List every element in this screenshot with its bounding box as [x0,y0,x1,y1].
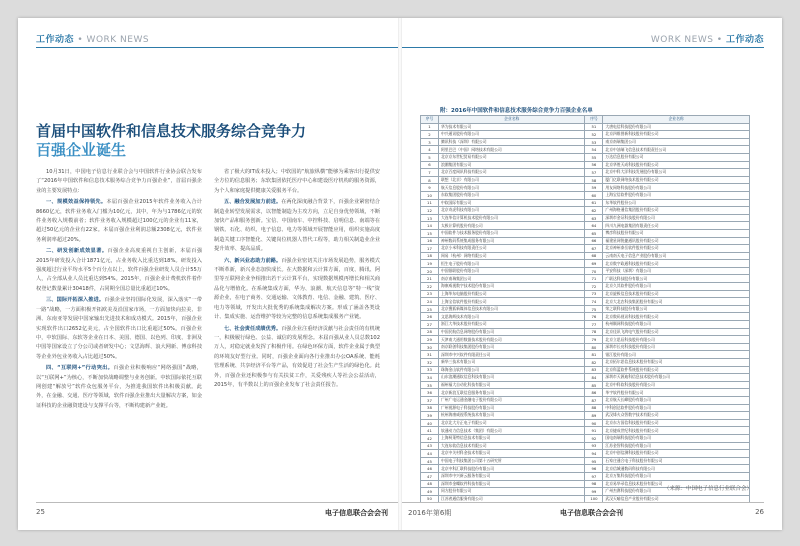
company-cell: 上海宝信软件股份有限公司 [438,298,585,306]
rank-cell: 12 [421,207,439,215]
rank-cell: 70 [585,267,603,275]
rank-cell: 53 [585,138,603,146]
article-column-1 [36,168,202,413]
rank-cell: 96 [585,465,603,473]
table-row [421,161,750,169]
table-row [421,184,750,192]
company-cell: 大连华信计算机技术股份有限公司 [438,214,585,222]
company-cell: 南京南瑞集团公司 [603,138,750,146]
table-row [421,450,750,458]
rank-cell: 56 [585,161,603,169]
table-row [421,419,750,427]
rank-cell: 30 [421,343,439,351]
company-cell: 阿里巴巴（中国）网络技术有限公司 [438,146,585,154]
table-row [421,465,750,473]
company-cell: 大唐电信科技股份有限公司 [603,123,750,131]
rank-cell: 50 [421,495,439,503]
company-cell: 北京东方国信科技股份有限公司 [603,419,750,427]
rank-cell: 62 [585,207,603,215]
company-cell: 北京神州泰岳软件股份有限公司 [603,245,750,253]
rank-cell: 57 [585,169,603,177]
rank-cell: 68 [585,252,603,260]
rank-cell: 41 [421,427,439,435]
rank-cell: 48 [421,480,439,488]
rank-cell: 28 [421,328,439,336]
rank-cell: 15 [421,229,439,237]
rank-cell: 63 [585,214,603,222]
rank-cell: 3 [421,138,439,146]
rank-cell: 88 [585,404,603,412]
rank-cell: 4 [421,146,439,154]
header-rule [402,47,764,48]
company-cell: 中软国际有限公司 [438,199,585,207]
rank-cell: 39 [421,412,439,420]
rank-cell: 75 [585,305,603,313]
rank-cell: 72 [585,283,603,291]
table-row [421,396,750,404]
company-cell: 北京中科软科技股份有限公司 [603,381,750,389]
article-title-line2: 百强企业诞生 [36,141,127,159]
header-section-en: WORK NEWS • [650,35,723,45]
company-cell: 博彦科技股份有限公司 [603,229,750,237]
company-cell: 北京旋极信息技术股份有限公司 [603,290,750,298]
rank-cell: 6 [421,161,439,169]
rank-cell: 78 [585,328,603,336]
article-title-line1: 首届中国软件和信息技术服务综合竞争力 [36,122,307,140]
company-cell: 北京京东世纪贸易有限公司 [438,153,585,161]
table-row [421,138,750,146]
table-row [421,176,750,184]
rank-cell: 29 [421,336,439,344]
rank-cell: 71 [585,275,603,283]
table-row [421,412,750,420]
rank-cell: 83 [585,366,603,374]
footer-page-number: 26 [755,508,764,516]
company-cell: 同方股份有限公司 [438,488,585,496]
rank-cell: 45 [421,457,439,465]
rank-cell: 81 [585,351,603,359]
table-row [421,169,750,177]
company-cell: 天津南大通用数据技术股份有限公司 [438,336,585,344]
rank-cell: 32 [421,359,439,367]
company-cell: 武汉天喻信息产业股份有限公司 [603,495,750,503]
rank-cell: 36 [421,389,439,397]
company-cell: 北京航天长峰股份有限公司 [603,396,750,404]
rank-cell: 18 [421,252,439,260]
table-row [421,199,750,207]
table-row [421,245,750,253]
rank-cell: 84 [585,374,603,382]
company-cell: 航天信息股份有限公司 [438,184,585,192]
rank-cell: 67 [585,245,603,253]
company-cell: 北京新浪互联信息服务有限公司 [438,389,585,397]
rank-cell: 40 [421,419,439,427]
rank-cell: 54 [585,146,603,154]
rank-cell: 42 [421,434,439,442]
company-cell: 网易（杭州）网络有限公司 [438,252,585,260]
rank-cell: 87 [585,396,603,404]
rank-cell: 94 [585,450,603,458]
rank-cell: 11 [421,199,439,207]
article-paragraph: 10月31日，中国电子信息行业联合会与中国软件行业协会联合发布了“2016年中国软件和信息技术服务综合竞争力百强企业”，首届百强企业的主要发展特点： [36,169,202,194]
rank-cell: 44 [421,450,439,458]
article-paragraph: 二、研发创新成效显著。百强企业高度重视自主创新，本届百强2015年研发投入合计1871亿元，占业务收入比重达到18%。研发投入强度超过行业平均水平5个百分点以上，软件百强企业研发人员合计55万人，占全部从业人员比重达到54%。2015年，百强企业计费机软件着作权登记数量累计30418件，占同期全国总量比重超过10%。 [36,248,202,292]
company-cell: 浙江大华技术股份有限公司 [438,321,585,329]
company-cell: 腾讯科技（深圳）有限公司 [438,138,585,146]
company-cell: 四川九洲电器集团有限责任公司 [603,222,750,230]
company-cell: 华宇软件股份有限公司 [603,389,750,397]
table-row [421,351,750,359]
company-cell: 北京久其软件股份有限公司 [603,283,750,291]
table-row [421,267,750,275]
company-cell: 上海华东电脑股份有限公司 [438,290,585,298]
table-row [421,305,750,313]
left-header [36,32,149,45]
table-row [421,260,750,268]
table-row [421,229,750,237]
rank-cell: 7 [421,169,439,177]
table-row [421,153,750,161]
table-row [421,328,750,336]
table-row [421,214,750,222]
footer-journal-name: 电子信息联合会会刊 [560,509,623,517]
rank-cell: 35 [421,381,439,389]
column-header: 序号 [421,116,439,124]
company-cell: 福建星网锐捷通讯股份有限公司 [603,237,750,245]
rank-cell: 21 [421,275,439,283]
footer-journal-name: 电子信息联合会会刊 [325,509,388,517]
table-row [421,442,750,450]
company-cell: 联想（北京）有限公司 [438,176,585,184]
company-cell: 北京中关村科金技术有限公司 [438,450,585,458]
table-row [421,131,750,139]
company-cell: 福州福大自动化科技有限公司 [438,381,585,389]
rank-cell: 31 [421,351,439,359]
table-row [421,298,750,306]
company-cell: 北京中创信测科技股份有限公司 [603,450,750,458]
header-rule [36,47,400,48]
article-paragraph: 三、国际开拓深入推进。百强企业坚持国际化发展，深入落实“一带一路”战略，一方面积极开拓欧美及沿国家市场，一方面加快向拉美、非洲、东南亚等发展中国家输出先进技术和成功模式。2015年，百强企业实现软件出口2652亿美元，占全国软件出口比重超过50%。百强企业中，中软国际、东软等企业在日本、美国、德国、以色列、印度、非洲及中国等国家设立了分公司或者研发中心；文思海辉、浪大网新、博彦科技等企业外包业务收入占比超过50%。 [36,297,203,360]
rank-cell: 24 [421,298,439,306]
rank-cell: 2 [421,131,439,139]
company-cell: 广州海格通信集团股份有限公司 [603,207,750,215]
rank-cell: 74 [585,298,603,306]
table-row [421,146,750,154]
right-header [651,32,764,45]
rank-cell: 10 [421,191,439,199]
company-cell: 银江股份有限公司 [603,351,750,359]
company-ranking-table [420,115,750,503]
company-cell: 北京小米科技有限责任公司 [438,245,585,253]
rank-cell: 14 [421,222,439,230]
rank-cell: 73 [585,290,603,298]
company-cell: 北京易华录信息技术股份有限公司 [603,480,750,488]
company-cell: 南京联创科技集团股份有限公司 [438,343,585,351]
table-row [421,222,750,230]
rank-cell: 77 [585,321,603,329]
rank-cell: 37 [421,396,439,404]
company-cell: 石家庄通合电子科技股份有限公司 [603,457,750,465]
article-paragraph: 一、规模效益保持领先。本届百强企业2015年软件业务收入合计8660亿元，软件业务收入门槛为10亿元，其中，年为与1786亿元的软件业务收入规模前者；软件业务收入规模超过100亿元的企业有11家，超过50亿元的企业有22家。本届百强企业利润总额2308亿元，软件业务利润率超过20%。 [36,199,202,243]
footer-rule [36,502,400,503]
company-cell: 北京搜狐新媒体信息技术有限公司 [438,305,585,313]
company-cell: 太极计算机股份有限公司 [438,222,585,230]
company-cell: 深圳市金蝶软件科技有限公司 [438,480,585,488]
rank-cell: 46 [421,465,439,473]
rank-cell: 20 [421,267,439,275]
rank-cell: 43 [421,442,439,450]
rank-cell: 34 [421,374,439,382]
company-cell: 云南南天电子信息产业股份有限公司 [603,252,750,260]
right-page [400,18,782,530]
table-caption: 附：2016年中国软件和信息技术服务综合竞争力百强企业名单 [440,108,593,114]
company-cell: 北京华胜天成科技股份有限公司 [603,161,750,169]
company-cell: 北京北大方正电子有限公司 [438,419,585,427]
company-cell: 广州广电运通金融电子股份有限公司 [438,396,585,404]
company-cell: 北京大北农科技集团股份有限公司 [603,298,750,306]
table-row [421,457,750,465]
company-cell: 北京中科汇联科技股份有限公司 [438,465,585,473]
column-header: 企业名称 [438,116,585,124]
company-cell: 荣之联科技股份有限公司 [603,305,750,313]
rank-cell: 9 [421,184,439,192]
company-cell: 江苏金智科技股份有限公司 [603,442,750,450]
table-row [421,321,750,329]
rank-cell: 86 [585,389,603,397]
table-row [421,472,750,480]
table-body [421,123,750,503]
footer-issue: 2016年第6期 [408,509,452,517]
table-row [421,336,750,344]
rank-cell: 95 [585,457,603,465]
article-paragraph: 省了极大的IT成本投入；中软国的“航旅纵横”能够为乘客出行提供安全方位的信息服务；东软集团依托医疗中心和建设医疗机构的服务资源，为个人和家庭提供健康关爱服务平台。 [214,169,381,194]
company-cell: 深圳市金证科技股份有限公司 [603,214,750,222]
header-section-cn: 工作动态 [36,35,75,45]
rank-cell: 16 [421,237,439,245]
rank-cell: 79 [585,336,603,344]
company-cell: 北京科蓝软件系统股份有限公司 [603,366,750,374]
article-paragraph: 五、融合发展加力前进。在两化深度融合背景下，百强企业紧密结合制造业转型发展需求，以智能制造为主攻方向，立足自身优势领域，不断加快产品和服务创新。宝信、中国南车、中控科技、启明信息、南端等在钢铁、石化、纺织、电子信息、电力等领域开展智能应用，组织实施高度制造关键工序智能化、关键岗位机器人替代工程等，助力相关制造业企业提升效率、提高品质。 [214,199,381,253]
rank-cell: 17 [421,245,439,253]
company-cell: 北京中科大洋科技发展股份有限公司 [603,169,750,177]
company-cell: 新华三技术有限公司 [438,359,585,367]
company-cell: 中国软件与技术服务股份有限公司 [438,229,585,237]
rank-cell: 26 [421,313,439,321]
footer-page-number: 25 [36,508,45,516]
rank-cell: 27 [421,321,439,329]
company-cell: 北京中油瑞飞信息技术有限责任公司 [603,146,750,154]
company-cell: 广联达科技股份有限公司 [603,275,750,283]
rank-cell: 89 [585,412,603,420]
rank-cell: 60 [585,191,603,199]
rank-cell: 22 [421,283,439,291]
rank-cell: 92 [585,434,603,442]
company-cell: 杭州海康威视系统技术有限公司 [438,412,585,420]
rank-cell: 23 [421,290,439,298]
company-cell: 南京南瑞集团公司 [438,275,585,283]
company-cell: 广州视源电子科技股份有限公司 [438,404,585,412]
rank-cell: 91 [585,427,603,435]
table-row [421,290,750,298]
company-cell: 深圳市中兴新云服务有限公司 [438,472,585,480]
company-cell: 北京四维图新科技股份有限公司 [603,131,750,139]
article-paragraph: 四、“互联网+”行动突出。百强企业积极响应“网络强国”战略，以“互联网+”为核心，不断加快战略调整与业务创新。中软国际依托互联网创建“解放号”软件众包服务平台，为推进我国软件出积极贡献。此外，在金融、交通、医疗等领域，软件百强企业推出大量解决方案，如金证科技的企业融资建设与支撑平台等，不断构建新产业链。 [36,365,203,409]
company-cell: 万达信息股份有限公司 [603,153,750,161]
rank-cell: 90 [585,419,603,427]
table-row [421,381,750,389]
company-cell: 杭州顺网科技股份有限公司 [603,321,750,329]
company-cell: 大连东软信息技术有限公司 [438,442,585,450]
company-cell: 珠海金山软件有限公司 [438,366,585,374]
company-cell: 中兴通讯股份有限公司 [438,131,585,139]
company-cell: 江苏省通信服务有限公司 [438,495,585,503]
rank-cell: 64 [585,222,603,230]
rank-cell: 25 [421,305,439,313]
company-cell: 中科创达软件股份有限公司 [603,404,750,412]
rank-cell: 1 [421,123,439,131]
table-row [421,389,750,397]
rank-cell: 19 [421,260,439,268]
table-row [421,313,750,321]
rank-cell: 47 [421,472,439,480]
company-cell: 上海柯莱特信息技术有限公司 [438,434,585,442]
company-cell: 用友网络科技股份有限公司 [603,184,750,192]
company-cell: 山东浪潮通软信息科技有限公司 [438,374,585,382]
header-section-cn: 工作动态 [725,35,764,45]
rank-cell: 76 [585,313,603,321]
rank-cell: 8 [421,176,439,184]
company-cell: 平安科技（深圳）有限公司 [603,267,750,275]
rank-cell: 59 [585,184,603,192]
rank-cell: 99 [585,488,603,496]
column-header: 序号 [585,116,603,124]
company-cell: 文思海辉技术有限公司 [438,313,585,321]
article-paragraph: 七、社会责任成绩优秀。百强企业注重经济贡献与社会责任的有机统一，积极履行绿色、公益、诚信的发展理念。本届百强从业人员总数102万人，对稳定就业发挥了积极作用。在绿色环保方面，软件企业属于典型的环境友好型行业。同时，百强企业面向各行业推出办公OA系统、能耗管理系统、共享经济平台等产品，有效促进了社会生产生活的绿色化。此外，百强企业还积极参与有关扶贫工作，关爱残疾人等社会公益活动，2015年，有半数以上的百强企业发布了社会责任报告。 [214,325,381,388]
article-paragraph: 六、新兴业态助力前路。百强企业密切关注市场发展趋势，服务模式不断革新，新兴业态加快成长。在大数据和云计算方面，百度、腾讯、阿里等互联网企业争相推出若干云计算平台，实现数据规模再增长和相关商品化与增值化。在系统集成方面，华为、浪潮、航天信息等“特一线”资源企业，在电子商务、交通运输、文体教育、电信、金融、建筑、医疗、电力等领域，开发出大批优秀的系统集成解决方案。形成了涵盖各类设计、集成实施、运营维护等较为完整的信息系统集成服务产业链。 [214,257,381,321]
rank-cell: 58 [585,176,603,184]
source-note: （来源：中国电子信息行业联合会） [663,486,752,492]
rank-cell: 52 [585,131,603,139]
table-row [421,404,750,412]
rank-cell: 49 [421,488,439,496]
rank-cell: 100 [585,495,603,503]
company-cell: 广州杰赛科技股份有限公司 [603,488,750,496]
table-header-row [421,116,750,124]
company-cell: 东软集团股份有限公司 [438,191,585,199]
rank-cell: 33 [421,366,439,374]
left-page [18,18,400,530]
company-cell: 浪潮集团有限公司 [438,161,585,169]
rank-cell: 66 [585,237,603,245]
company-cell: 中国民航信息网络股份有限公司 [438,328,585,336]
magazine-spread [18,18,782,530]
rank-cell: 80 [585,343,603,351]
table-row [421,343,750,351]
rank-cell: 97 [585,472,603,480]
table-row [421,275,750,283]
company-cell: 深圳市天源迪科信息技术股份有限公司 [603,374,750,382]
rank-cell: 82 [585,359,603,367]
company-cell: 北京数码视讯科技股份有限公司 [603,313,750,321]
table-row [421,123,750,131]
company-cell: 东华软件股份公司 [603,199,750,207]
company-cell: 北京数字政通科技股份有限公司 [603,260,750,268]
column-header: 企业名称 [603,116,750,124]
company-cell: 北京立思辰科技股份有限公司 [603,336,750,344]
rank-cell: 5 [421,153,439,161]
rank-cell: 38 [421,404,439,412]
company-cell: 厦门亿联网络技术股份有限公司 [603,176,750,184]
company-cell: 中国电子科技集团公司第十五研究所 [438,457,585,465]
footer-rule [402,502,764,503]
table-row [421,374,750,382]
rank-cell: 98 [585,480,603,488]
table-row [421,283,750,291]
article-column-2 [214,168,380,392]
company-cell: 恒生电子股份有限公司 [438,260,585,268]
company-cell: 中国银联股份有限公司 [438,267,585,275]
rank-cell: 93 [585,442,603,450]
rank-cell: 85 [585,381,603,389]
company-cell: 北京拓尔思信息技术股份有限公司 [603,359,750,367]
table-row [421,252,750,260]
company-cell: 神州数码系统集成服务有限公司 [438,237,585,245]
company-cell: 海康威视数字技术股份有限公司 [438,283,585,291]
table-row [421,191,750,199]
table-row [421,366,750,374]
company-cell: 国电南瑞科技股份有限公司 [603,434,750,442]
rank-cell: 51 [585,123,603,131]
rank-cell: 61 [585,199,603,207]
company-cell: 深圳市长亮科技股份有限公司 [603,343,750,351]
company-cell: 北京佳讯飞鸿电气股份有限公司 [603,328,750,336]
company-cell: 华为技术有限公司 [438,123,585,131]
company-cell: 北京捷成世纪科技股份有限公司 [603,427,750,435]
company-cell: 软通动力信息技术（集团）有限公司 [438,427,585,435]
company-cell: 北京万集科技股份有限公司 [603,472,750,480]
table-row [421,427,750,435]
rank-cell: 13 [421,214,439,222]
company-cell: 武汉烽火众智数字技术有限公司 [603,412,750,420]
company-cell: 深圳市中兴软件有限责任公司 [438,351,585,359]
company-cell: 北京奇虎科技有限公司 [438,207,585,215]
company-cell: 北京百度网讯科技有限公司 [438,169,585,177]
company-cell: 北京信城通数码科技有限公司 [603,465,750,473]
table-row [421,434,750,442]
table-row [421,359,750,367]
table-row [421,207,750,215]
table-row [421,237,750,245]
rank-cell: 69 [585,260,603,268]
header-section-en: • WORK NEWS [77,35,150,45]
rank-cell: 65 [585,229,603,237]
rank-cell: 55 [585,153,603,161]
company-cell: 上海宝信软件股份有限公司 [603,191,750,199]
